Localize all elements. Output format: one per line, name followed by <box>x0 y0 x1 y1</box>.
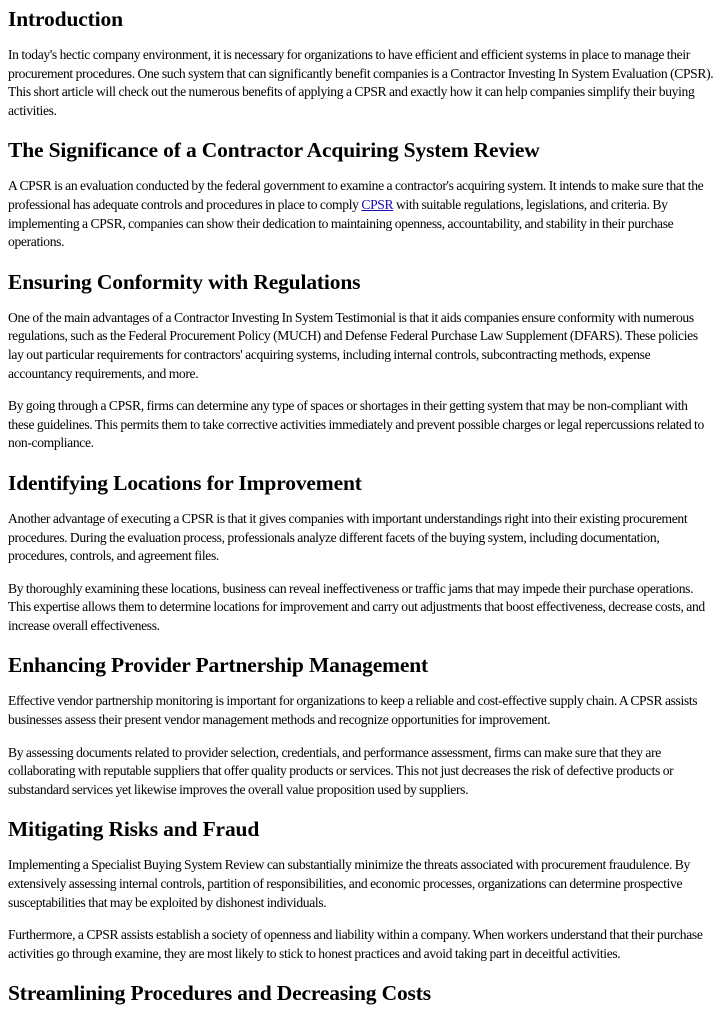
paragraph: In today's hectic company environment, it is necessary for organizations to have efficient and efficient systems in place to manage their procurement procedures. One such system that can significantly benefit companies is a Contractor Investing In System Evaluation (CPSR). This short article will check out the numerous benefits of applying a CPSR and exactly how it can help companies simplify their buying activities. <box>8 47 714 118</box>
section-conformity <box>8 269 714 453</box>
paragraph: Implementing a Specialist Buying System Review can substantially minimize the threats associated with procurement fraudulence. By extensively assessing internal controls, partition of responsibilities, and economic processes, organizations can determine prospective susceptabilities that may be exploited by dishonest individuals. <box>8 857 690 910</box>
paragraph: By assessing documents related to provider selection, credentials, and performance assessment, firms can make sure that they are collaborating with reputable suppliers that offer quality products or services. This not just decreases the risk of defective products or substandard services yet likewise improves the overall value proposition used by suppliers. <box>8 744 674 797</box>
cpsr-link[interactable]: CPSR <box>361 196 394 212</box>
paragraph-text: with suitable regulations, legislations, and criteria. By implementing a CPSR, companies can show their dedication to maintaining openness, accountability, and stability in their purchase operations. <box>8 196 674 250</box>
paragraph-text: A CPSR is an evaluation conducted by the federal government to examine a contractor's acquiring system. It intends to make sure that the professional has adequate controls and procedures in place to comply <box>8 178 704 212</box>
section-risks-fraud <box>8 816 714 963</box>
paragraph: By thoroughly examining these locations, business can reveal ineffectiveness or traffic jams that may impede their purchase operations. This expertise allows them to determine locations for improvement and carry out adjustments that boost effectiveness, decrease costs, and increase overall effectiveness. <box>8 580 705 633</box>
section-significance <box>8 137 714 251</box>
section-heading: Introduction <box>8 7 123 31</box>
section-improvement <box>8 470 714 636</box>
paragraph: By going through a CPSR, firms can determine any type of spaces or shortages in their getting system that may be non-compliant with these guidelines. This permits them to take corrective activities immediately and prevent possible charges or legal repercussions related to non-compliance. <box>8 398 704 451</box>
section-heading: Streamlining Procedures and Decreasing Costs <box>8 981 432 1006</box>
paragraph: Effective vendor partnership monitoring is important for organizations to keep a reliable and cost-effective supply chain. A CPSR assists businesses assess their present vendor management methods and recognize opportunities for improvement. <box>8 693 698 728</box>
section-provider-partnership <box>8 652 714 799</box>
paragraph: Another advantage of executing a CPSR is that it gives companies with important understandings right into their existing procurement procedures. During the evaluation process, professionals analyze different facets of the buying system, including documentation, procedures, controls, and agreement files. <box>8 510 688 564</box>
paragraph: One of the main advantages of a Contractor Investing In System Testimonial is that it aids companies ensure conformity with numerous regulations, such as the Federal Procurement Policy (MUCH) and Defense Federal Purchase Law Supplement (DFARS). These policies lay out particular requirements for contractors' acquiring systems, including internal controls, subcontracting methods, expense accountancy requirements, and more. <box>8 309 698 381</box>
section-heading: Enhancing Provider Partnership Management <box>8 653 429 678</box>
section-heading: Ensuring Conformity with Regulations <box>8 269 361 294</box>
paragraph: Furthermore, a CPSR assists establish a society of openness and liability within a company. When workers understand that their purchase activities go through examine, they are most likely to stick to honest practices and avoid taking part in deceitful activities. <box>8 927 703 961</box>
section-heading: The Significance of a Contractor Acquiring System Review <box>8 138 540 163</box>
section-heading: Identifying Locations for Improvement <box>8 470 362 495</box>
section-streamlining <box>8 980 714 1006</box>
section-heading: Mitigating Risks and Fraud <box>8 817 260 842</box>
section-introduction <box>8 6 714 120</box>
paragraph <box>8 177 714 251</box>
